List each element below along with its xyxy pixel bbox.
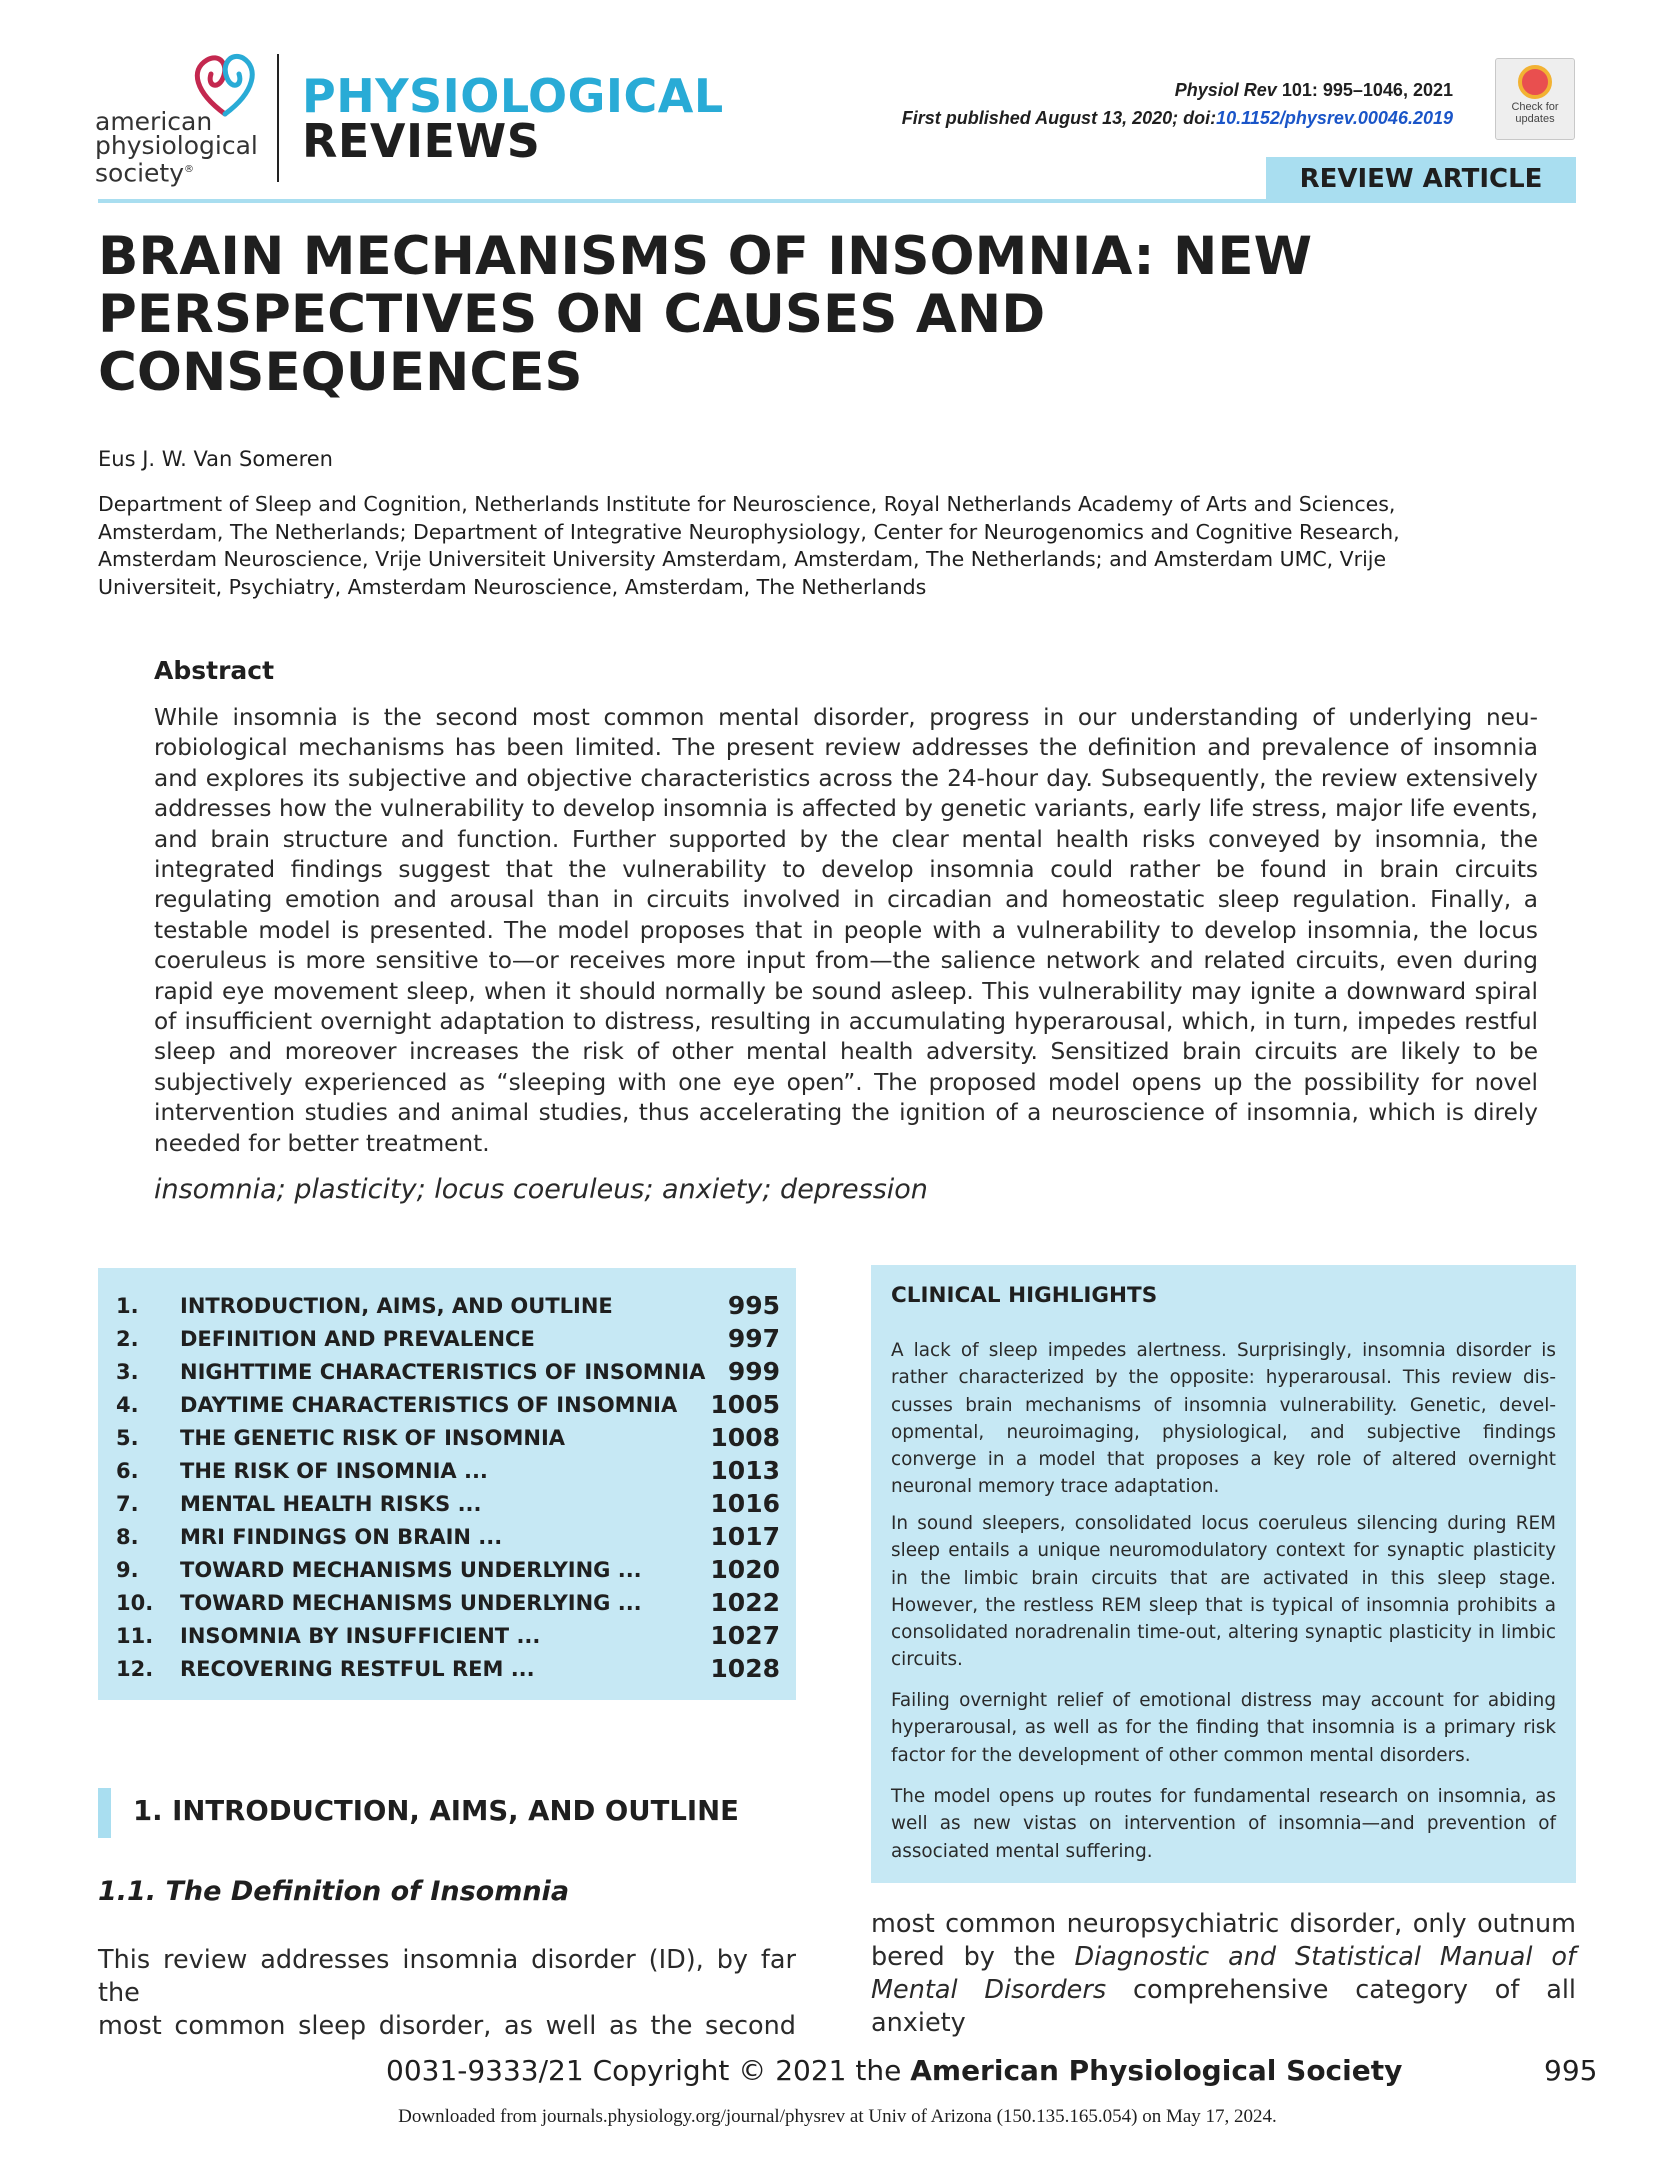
clinical-paragraph: Failing overnight relief of emotional distress may account for abiding hyperarousal, as well as for the finding that insomnia is a primary risk factor for the development of other common mental disorders. bbox=[891, 1690, 1556, 1766]
toc-entry[interactable]: 7. MENTAL HEALTH RISKS ... 1016 bbox=[116, 1489, 780, 1518]
toc-entry[interactable]: 9. TOWARD MECHANISMS UNDERLYING ... 1020 bbox=[116, 1555, 780, 1584]
page-number: 995 bbox=[1544, 2054, 1598, 2087]
citation-block bbox=[902, 76, 1453, 132]
clinical-highlights-heading: CLINICAL HIGHLIGHTS bbox=[891, 1283, 1158, 1308]
copyright-line: 0031-9333/21 Copyright © 2021 the American Physiological Society bbox=[386, 2054, 1403, 2087]
toc-entry[interactable]: 8. MRI FINDINGS ON BRAIN ... 1017 bbox=[116, 1522, 780, 1551]
toc-entry[interactable]: 3. NIGHTTIME CHARACTERISTICS OF INSOMNIA 999 bbox=[116, 1357, 780, 1386]
subsection-heading: 1.1. The Definition of Insomnia bbox=[98, 1876, 570, 1907]
toc-entry[interactable]: 10. TOWARD MECHANISMS UNDERLYING ... 1022 bbox=[116, 1588, 780, 1617]
header-divider bbox=[277, 54, 279, 182]
clinical-paragraph: The model opens up routes for fundamental research on insomnia, as well as new vistas on intervention of insomnia—and prevention of associated mental suffering. bbox=[891, 1786, 1556, 1862]
author-list: Eus J. W. Van Someren bbox=[98, 447, 333, 471]
section-marker bbox=[98, 1788, 111, 1838]
keywords: insomnia; plasticity; locus coeruleus; anxiety; depression bbox=[154, 1174, 928, 1205]
journal-logo: PHYSIOLOGICAL REVIEWS bbox=[302, 69, 724, 168]
article-type-badge: REVIEW ARTICLE bbox=[1266, 157, 1576, 201]
article-title: BRAIN MECHANISMS OF INSOMNIA: NEW PERSPECTIVES ON CAUSES AND CONSEQUENCES bbox=[98, 226, 1313, 403]
toc-entry[interactable]: 12. RECOVERING RESTFUL REM ... 1028 bbox=[116, 1654, 780, 1683]
header-rule bbox=[98, 199, 1576, 203]
clinical-highlights-box bbox=[871, 1265, 1576, 1883]
citation-volume: 101: 995–1046, 2021 bbox=[1281, 80, 1453, 100]
affiliations: Department of Sleep and Cognition, Netherlands Institute for Neuroscience, Royal Netherlands Academy of Arts and Sciences, Amsterdam, The Netherlands; Department of Integrative Neurophysiology, Center for Neurogenomics and Cognitive Research, Amsterdam Neuroscience, Vrije Universiteit University Amsterdam, Amsterdam, The Netherlands; and Amsterdam UMC, Vrije Universiteit, Psychiatry, Amsterdam Neuroscience, Amsterdam, The Netherlands bbox=[98, 492, 1400, 599]
toc-entry[interactable]: 1. INTRODUCTION, AIMS, AND OUTLINE 995 bbox=[116, 1291, 780, 1320]
download-notice: Downloaded from journals.physiology.org/journal/physrev at Univ of Arizona (150.135.165.054) on May 17, 2024. bbox=[398, 2106, 1277, 2127]
toc-entry[interactable]: 2. DEFINITION AND PREVALENCE 997 bbox=[116, 1324, 780, 1353]
abstract-text: While insomnia is the second most common mental disorder, progress in our understanding of underlying neurobiological mechanisms has been limited. The present review addresses the definition and prevalence of insomnia and explores its subjective and objective characteristics across the 24-hour day. Subsequently, the review extensively addresses how the vulnerability to develop insomnia is affected by genetic variants, early life stress, major life events, and brain structure and function. Further supported by the clear mental health risks conveyed by insomnia, the integrated findings suggest that the vulnerability to develop insomnia could rather be found in brain circuits regulating emotion and arousal than in circuits involved in circadian and homeostatic sleep regulation. Finally, a testable model is presented. The model proposes that in people with a vulnerability to develop insomnia, the locus coeruleus is more sensitive to—or receives more input from—the salience network and related circuits, even during rapid eye movement sleep, when it should normally be sound asleep. This vulnerability may ignite a downward spiral of insufficient overnight adaptation to distress, resulting in accumulating hyperarousal, which, in turn, impedes restful sleep and moreover increases the risk of other mental health adversity. Sensitized brain circuits are likely to be subjectively experienced as “sleeping with one eye open”. The proposed model opens up the possibility for novel intervention studies and animal studies, thus accelerating the ignition of a neuroscience of insomnia, which is direly needed for better treatment. bbox=[154, 704, 1538, 1157]
clinical-paragraph: In sound sleepers, consolidated locus coeruleus silencing during REM sleep entails a unique neuromodulatory context for synaptic plasticity in the limbic brain circuits that are activated in this sleep stage. However, the restless REM sleep that is typical of insomnia prohibits a consolidated noradrenalin time-out, altering synaptic plasticity in limbic circuits. bbox=[891, 1513, 1556, 1671]
toc-entry[interactable]: 11. INSOMNIA BY INSUFFICIENT ... 1027 bbox=[116, 1621, 780, 1650]
doi-link[interactable]: 10.1152/physrev.00046.2019 bbox=[1216, 108, 1453, 128]
check-for-updates-button[interactable]: Check for updates bbox=[1495, 58, 1575, 140]
table-of-contents bbox=[98, 1268, 796, 1700]
abstract-heading: Abstract bbox=[154, 656, 275, 685]
body-text-right: most common neuropsychiatric disorder, only outnum bered by the Diagnostic and Statistical Manual of Mental Disorders comprehensive category of all anxiety bbox=[871, 1909, 1576, 2038]
publisher-logo bbox=[95, 52, 280, 187]
toc-entry[interactable]: 4. DAYTIME CHARACTERISTICS OF INSOMNIA 1005 bbox=[116, 1390, 780, 1419]
toc-entry[interactable]: 5. THE GENETIC RISK OF INSOMNIA 1008 bbox=[116, 1423, 780, 1452]
citation-journal: Physiol Rev bbox=[1174, 80, 1277, 100]
toc-entry[interactable]: 6. THE RISK OF INSOMNIA ... 1013 bbox=[116, 1456, 780, 1485]
body-text-left: This review addresses insomnia disorder (ID), by far the most common sleep disorder, as well as the second bbox=[98, 1945, 796, 2041]
section-heading: 1. INTRODUCTION, AIMS, AND OUTLINE bbox=[133, 1795, 739, 1827]
clinical-paragraph: A lack of sleep impedes alertness. Surprisingly, insomnia disorder is rather characterized by the opposite: hyperarousal. This review discusses brain mechanisms of insomnia vulnerability. Genetic, developmental, neuroimaging, physiological, and subjective findings converge in a model that proposes a key role of altered overnight neuronal memory trace adaptation. bbox=[891, 1340, 1556, 1498]
publisher-name: american physiological society® bbox=[95, 107, 258, 188]
bookmark-icon bbox=[1518, 65, 1552, 99]
published-date: First published August 13, 2020; doi: bbox=[901, 108, 1217, 128]
